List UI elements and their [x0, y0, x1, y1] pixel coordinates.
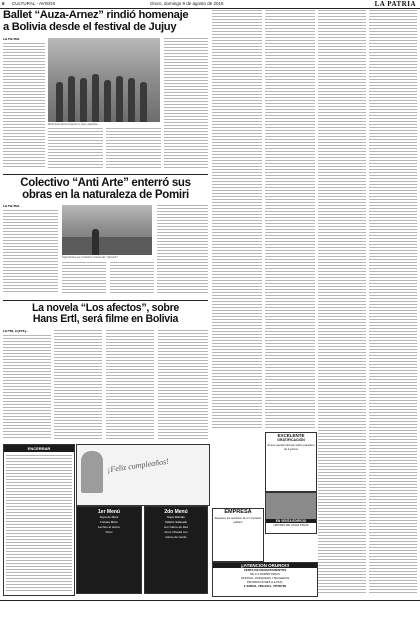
classifieds-col1 — [212, 10, 262, 430]
article1-col4 — [164, 38, 208, 170]
classifieds-col3 — [318, 10, 366, 595]
menu1-items — [79, 515, 139, 535]
menu2-title: 2do Menú — [164, 509, 188, 515]
article2-kicker: LA PATRIA — [3, 205, 20, 208]
article3-headline-line2: Hans Ertl, será filme en Bolivia — [32, 313, 179, 326]
menu2-item: Sopa Wantán — [166, 515, 186, 519]
article2-col4 — [157, 205, 208, 295]
article1-kicker: LA PATRIA — [3, 38, 20, 41]
article1-col2 — [48, 128, 103, 170]
apartments-ad-line1: VENTA DE DEPARTAMENTOS — [243, 568, 287, 572]
reward-ad-subtitle: GRATIFICACIÓN — [277, 438, 305, 442]
building-ad-title: EN VENTA EDIFICIO — [266, 519, 316, 523]
article1-headline-line2: a Bolivia desde el festival de Jujuy — [3, 20, 177, 33]
menu1-item: Lechón al Horno — [97, 525, 120, 529]
menu1-item: Sopa de Maní — [99, 515, 119, 519]
menu1-item: Poco — [105, 530, 113, 534]
building-photo — [266, 493, 316, 519]
building-ad-subtitle: CENTRO DE OCHO PISOS — [273, 523, 309, 527]
company-ad-title: EMPRESA — [224, 509, 252, 515]
birthday-ad — [76, 444, 210, 506]
building-sale-ad — [265, 492, 317, 534]
article3-col2 — [54, 330, 102, 440]
article3-col4 — [158, 330, 208, 440]
article1-col3 — [106, 128, 161, 170]
menu1-ad — [76, 506, 142, 594]
article1-headline — [3, 10, 208, 34]
notice-ad — [3, 444, 75, 596]
article1-caption: Ballet Auza-Arnez actuaron en Jujuy, Argentina. — [48, 123, 99, 126]
menu2-items — [147, 515, 205, 540]
article3-col3 — [106, 330, 154, 440]
apartments-ad-line4: INFORMACIONES (LA PAZ): — [246, 580, 284, 584]
menu2-item: con Carne de Res — [163, 525, 189, 529]
article1-col1 — [3, 38, 45, 168]
article1-photo — [48, 38, 160, 122]
reward-ad-body: Al que pueda informar sobre paradero de 2 perros — [267, 443, 315, 451]
apartments-ad-title: ¡¡ATENCION ORURO!!! — [213, 563, 317, 568]
article-divider-1 — [3, 174, 208, 175]
newspaper-logo: LA PATRIA — [374, 0, 416, 8]
article2-col1 — [3, 205, 58, 295]
company-ad — [212, 508, 264, 562]
menu2-ad — [144, 506, 208, 594]
reward-ad — [265, 432, 317, 492]
issue-date: Oruro, domingo 9 de agosto de 2015 — [150, 1, 224, 6]
menu1-item: Fricasé Mixto — [100, 520, 118, 524]
notice-ad-title: ENCERRAR — [4, 445, 74, 452]
article3-headline — [3, 303, 208, 325]
menu2-item: Carne de Cerdo — [165, 535, 187, 539]
article2-headline — [3, 177, 208, 201]
article2-photo — [62, 205, 152, 255]
article2-col2 — [62, 262, 106, 295]
article2-headline-line1: Colectivo “Anti Arte” enterró sus — [20, 177, 191, 189]
page-number: 6 — [2, 1, 5, 6]
apartments-ad-line2: DE 2-3 DORMITORIOS — [250, 572, 280, 576]
footer-rule — [0, 600, 420, 601]
menu2-item: Arroz Chaufa con — [164, 530, 188, 534]
company-ad-body: Requiere los servicios de un contador público — [214, 516, 262, 524]
birthday-photo — [81, 451, 103, 493]
menu1-title: 1er Menú — [98, 509, 120, 515]
apartments-ad — [212, 562, 318, 597]
article-divider-2 — [3, 300, 208, 301]
reward-ad-title: EXCELENTE — [277, 433, 305, 438]
apartments-ad-line3: OFICINAL, PARQUEOS Y BAULERAS — [240, 576, 290, 580]
menu2-item: Tallarin Salteado — [164, 520, 188, 524]
article2-caption: Experimentos que resultaron esencias del “Anti Arte”. — [62, 256, 119, 259]
article3-headline-line1: La novela “Los afectos”, sobre — [31, 302, 179, 314]
article3-col1 — [3, 330, 51, 440]
article2-col3 — [110, 262, 154, 295]
article1-headline-line1: Ballet “Auza-Arnez” rindió homenaje — [3, 9, 189, 21]
classifieds-col4 — [369, 10, 417, 595]
article3-kicker: La Paz, 8 (EFE).- — [3, 330, 28, 333]
classifieds-col2 — [265, 10, 315, 430]
page-header — [0, 0, 420, 8]
birthday-text: ¡Feliz cumpleaños! — [106, 456, 170, 475]
apartments-ad-phones: 2-228591, 78910111, 72530760 — [243, 584, 287, 588]
article2-headline-line2: obras en la naturaleza de Pomiri — [22, 189, 189, 202]
section-label: CULTURAL - AVISOS — [12, 1, 56, 6]
